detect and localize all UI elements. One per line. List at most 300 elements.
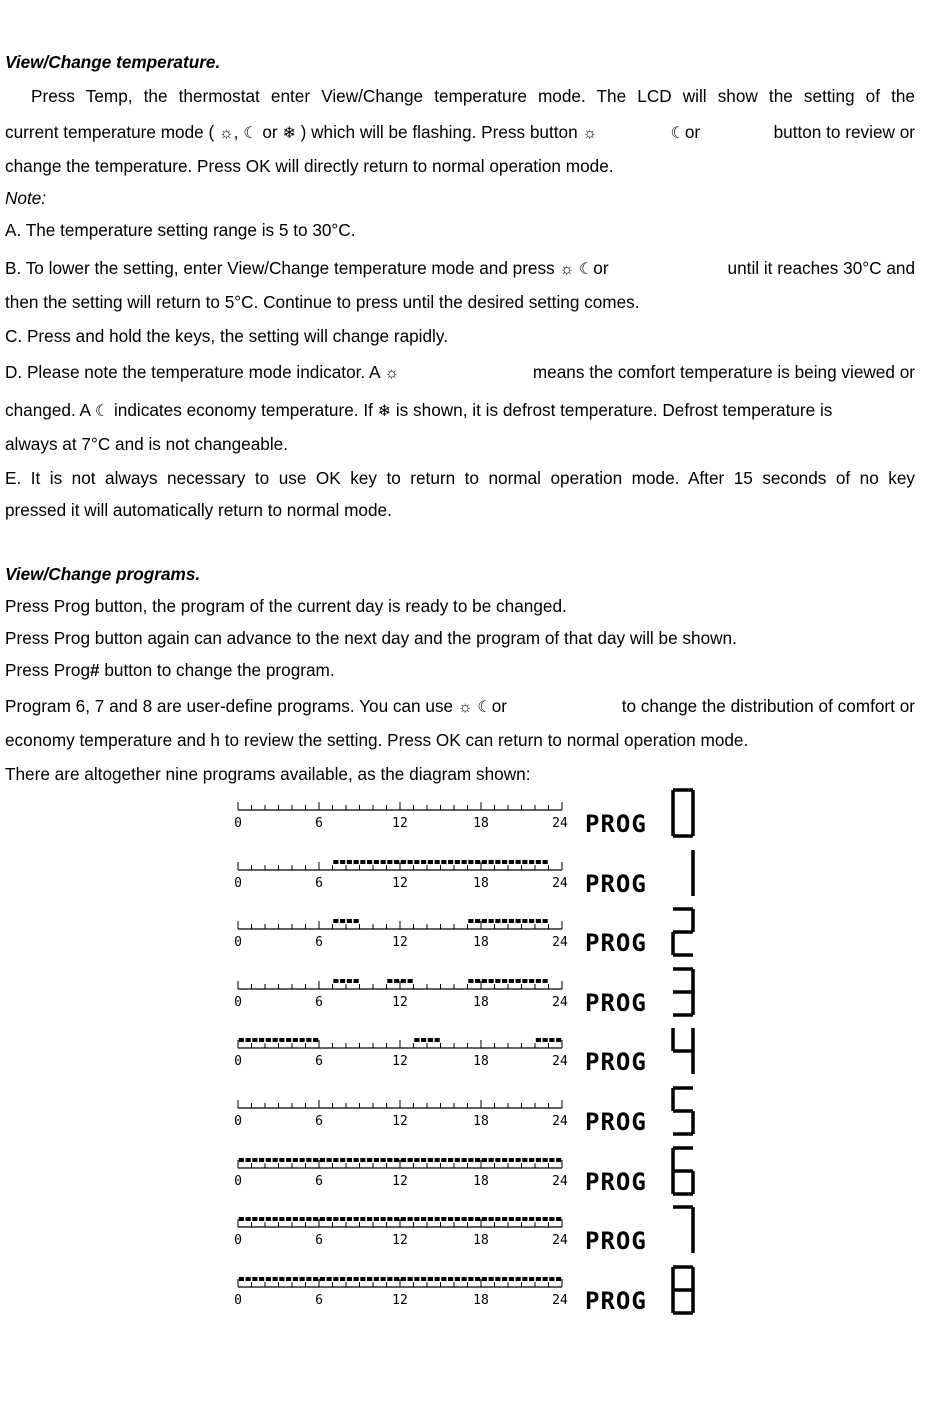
axis-label: 24: [552, 875, 568, 891]
axis-label: 12: [392, 875, 408, 891]
program-row-6: [228, 1146, 708, 1206]
axis-label: 18: [473, 935, 489, 951]
prog-label: PROG: [585, 1286, 647, 1315]
comfort-period-bar: [475, 860, 480, 864]
comfort-period-bar: [536, 1277, 541, 1281]
note-e-line-1: E. It is not always necessary to use OK key to return to normal operation mode. After 15 seconds of no key: [5, 468, 915, 488]
comfort-period-bar: [327, 1277, 332, 1281]
comfort-period-bar: [543, 1217, 548, 1221]
comfort-period-bar: [529, 919, 534, 923]
comfort-period-bar: [549, 1158, 554, 1162]
axis-label: 18: [473, 816, 489, 831]
comfort-period-bar: [408, 979, 413, 983]
comfort-period-bar: [543, 979, 548, 983]
sun-icon: ☼: [559, 261, 575, 278]
comfort-period-bar: [495, 919, 500, 923]
comfort-period-bar: [360, 1158, 365, 1162]
comfort-period-bar: [306, 1038, 311, 1042]
axis-label: 0: [234, 1054, 242, 1070]
comfort-period-bar: [455, 1158, 460, 1162]
axis-label: 12: [392, 1292, 408, 1308]
comfort-period-bar: [347, 860, 352, 864]
note-c: C. Press and hold the keys, the setting will change rapidly.: [5, 326, 448, 346]
comfort-period-bar: [347, 1217, 352, 1221]
sun-icon: ☼: [582, 125, 598, 142]
comfort-period-bar: [300, 1277, 305, 1281]
comfort-period-bar: [347, 919, 352, 923]
comfort-period-bar: [394, 860, 399, 864]
comfort-period-bar: [495, 860, 500, 864]
comfort-period-bar: [320, 1277, 325, 1281]
comfort-period-bar: [333, 1158, 338, 1162]
programs-line-1: Press Prog button, the program of the current day is ready to be changed.: [5, 596, 567, 616]
note-b-line-1: B. To lower the setting, enter View/Change temperature mode and press ☼ ☾or until it reaches 30°C and: [5, 258, 915, 278]
note-b-line-2: then the setting will return to 5°C. Continue to press until the desired setting comes.: [5, 292, 640, 312]
comfort-period-bar: [475, 979, 480, 983]
comfort-period-bar: [408, 1277, 413, 1281]
prog-label: PROG: [585, 1167, 647, 1196]
comfort-period-bar: [543, 919, 548, 923]
program-number-digit: [671, 1205, 697, 1257]
comfort-period-bar: [387, 1158, 392, 1162]
comfort-period-bar: [448, 1277, 453, 1281]
comfort-period-bar: [259, 1277, 264, 1281]
comfort-period-bar: [421, 1038, 426, 1042]
comfort-period-bar: [246, 1277, 251, 1281]
programs-line-4: Program 6, 7 and 8 are user-define programs. You can use ☼ ☾or to change the distribution of comfort or: [5, 696, 915, 716]
sun-icon: ☼: [219, 125, 234, 142]
comfort-period-bar: [502, 1277, 507, 1281]
moon-icon: ☾: [94, 403, 110, 420]
temp-paragraph-line-2: current temperature mode ( ☼, ☾ or ❄ ) which will be flashing. Press button ☼ ☾or button to review or: [5, 122, 915, 142]
program-row-3: [228, 967, 708, 1027]
comfort-period-bar: [286, 1277, 291, 1281]
comfort-period-bar: [428, 1038, 433, 1042]
program-row-7: [228, 1205, 708, 1265]
comfort-period-bar: [529, 1158, 534, 1162]
comfort-period-bar: [556, 1277, 561, 1281]
moon-icon: ☾: [243, 125, 258, 142]
comfort-period-bar: [414, 1217, 419, 1221]
comfort-period-bar: [448, 860, 453, 864]
sun-icon: ☼: [457, 699, 473, 716]
comfort-period-bar: [340, 919, 345, 923]
comfort-period-bar: [509, 860, 514, 864]
comfort-period-bar: [279, 1277, 284, 1281]
comfort-period-bar: [536, 1217, 541, 1221]
axis-label: 18: [473, 1113, 489, 1129]
programs-line-2: Press Prog button again can advance to the next day and the program of that day will be shown.: [5, 628, 737, 648]
comfort-period-bar: [381, 1158, 386, 1162]
comfort-period-bar: [333, 919, 338, 923]
comfort-period-bar: [475, 1277, 480, 1281]
comfort-period-bar: [252, 1038, 257, 1042]
program-number-digit: [671, 907, 697, 959]
axis-label: 12: [392, 935, 408, 951]
axis-label: 6: [315, 1054, 323, 1070]
comfort-period-bar: [347, 1158, 352, 1162]
comfort-period-bar: [495, 1158, 500, 1162]
comfort-period-bar: [306, 1217, 311, 1221]
comfort-period-bar: [293, 1038, 298, 1042]
comfort-period-bar: [522, 1277, 527, 1281]
comfort-period-bar: [435, 1038, 440, 1042]
comfort-period-bar: [333, 1217, 338, 1221]
comfort-period-bar: [448, 1158, 453, 1162]
program-row-0: [228, 788, 708, 848]
axis-label: 12: [392, 1113, 408, 1129]
comfort-period-bar: [529, 1217, 534, 1221]
note-e-line-2: pressed it will automatically return to normal mode.: [5, 500, 392, 520]
axis-label: 24: [552, 1292, 568, 1308]
comfort-period-bar: [313, 1158, 318, 1162]
prog-label: PROG: [585, 869, 647, 898]
comfort-period-bar: [401, 1217, 406, 1221]
comfort-period-bar: [340, 1277, 345, 1281]
comfort-period-bar: [401, 1277, 406, 1281]
comfort-period-bar: [462, 1158, 467, 1162]
comfort-period-bar: [300, 1217, 305, 1221]
axis-label: 6: [315, 1292, 323, 1308]
comfort-period-bar: [441, 1158, 446, 1162]
axis-label: 18: [473, 1292, 489, 1308]
comfort-period-bar: [239, 1158, 244, 1162]
comfort-period-bar: [320, 1217, 325, 1221]
axis-label: 18: [473, 875, 489, 891]
comfort-period-bar: [354, 1277, 359, 1281]
comfort-period-bar: [354, 979, 359, 983]
comfort-period-bar: [387, 860, 392, 864]
comfort-period-bar: [462, 1217, 467, 1221]
comfort-period-bar: [468, 919, 473, 923]
comfort-period-bar: [455, 1277, 460, 1281]
moon-icon: ☾: [477, 699, 492, 716]
comfort-period-bar: [279, 1217, 284, 1221]
programs-line-6: There are altogether nine programs available, as the diagram shown:: [5, 764, 531, 784]
comfort-period-bar: [428, 1158, 433, 1162]
axis-label: 0: [234, 875, 242, 891]
snowflake-icon: ❄: [282, 125, 296, 142]
timeline-scale: [228, 1265, 578, 1315]
axis-label: 6: [315, 935, 323, 951]
comfort-period-bar: [536, 979, 541, 983]
comfort-period-bar: [293, 1217, 298, 1221]
axis-label: 0: [234, 935, 242, 951]
program-row-1: [228, 848, 708, 908]
comfort-period-bar: [347, 1277, 352, 1281]
comfort-period-bar: [536, 1038, 541, 1042]
comfort-period-bar: [502, 919, 507, 923]
program-number-digit: [671, 967, 697, 1019]
comfort-period-bar: [246, 1217, 251, 1221]
comfort-period-bar: [367, 1277, 372, 1281]
axis-label: 24: [552, 816, 568, 831]
program-row-4: [228, 1026, 708, 1086]
comfort-period-bar: [543, 1038, 548, 1042]
comfort-period-bar: [367, 1217, 372, 1221]
comfort-period-bar: [516, 1217, 521, 1221]
comfort-period-bar: [516, 1277, 521, 1281]
axis-label: 18: [473, 994, 489, 1010]
comfort-period-bar: [367, 1158, 372, 1162]
comfort-period-bar: [252, 1277, 257, 1281]
comfort-period-bar: [259, 1038, 264, 1042]
program-number-digit: [671, 1026, 697, 1078]
comfort-period-bar: [401, 979, 406, 983]
comfort-period-bar: [495, 979, 500, 983]
comfort-period-bar: [529, 860, 534, 864]
comfort-period-bar: [387, 1217, 392, 1221]
comfort-period-bar: [441, 1217, 446, 1221]
comfort-period-bar: [252, 1158, 257, 1162]
comfort-period-bar: [529, 1277, 534, 1281]
comfort-period-bar: [455, 1217, 460, 1221]
axis-label: 6: [315, 1113, 323, 1129]
comfort-period-bar: [428, 860, 433, 864]
comfort-period-bar: [509, 1277, 514, 1281]
axis-label: 6: [315, 816, 323, 831]
program-row-2: [228, 907, 708, 967]
comfort-period-bar: [502, 860, 507, 864]
axis-label: 24: [552, 935, 568, 951]
timeline-scale: [228, 967, 578, 1017]
comfort-period-bar: [306, 1158, 311, 1162]
comfort-period-bar: [401, 860, 406, 864]
axis-label: 18: [473, 1054, 489, 1070]
comfort-period-bar: [549, 1277, 554, 1281]
comfort-period-bar: [428, 1217, 433, 1221]
comfort-period-bar: [441, 1277, 446, 1281]
program-number-digit: [671, 1265, 697, 1317]
comfort-period-bar: [354, 860, 359, 864]
comfort-period-bar: [516, 919, 521, 923]
comfort-period-bar: [381, 1217, 386, 1221]
axis-label: 18: [473, 1233, 489, 1249]
comfort-period-bar: [421, 860, 426, 864]
program-number-digit: [671, 1086, 697, 1138]
comfort-period-bar: [306, 1277, 311, 1281]
prog-label: PROG: [585, 1048, 647, 1077]
programs-heading: View/Change programs.: [5, 564, 201, 584]
programs-line-5: economy temperature and h to review the setting. Press OK can return to normal operation mode.: [5, 730, 749, 750]
program-number-digit: [671, 848, 697, 900]
axis-label: 12: [392, 1173, 408, 1189]
comfort-period-bar: [516, 860, 521, 864]
comfort-period-bar: [300, 1038, 305, 1042]
comfort-period-bar: [266, 1217, 271, 1221]
comfort-period-bar: [421, 1277, 426, 1281]
comfort-period-bar: [266, 1158, 271, 1162]
axis-label: 6: [315, 1173, 323, 1189]
comfort-period-bar: [468, 860, 473, 864]
timeline-scale: [228, 1205, 578, 1255]
program-row-8: [228, 1265, 708, 1325]
comfort-period-bar: [266, 1277, 271, 1281]
comfort-period-bar: [509, 979, 514, 983]
comfort-period-bar: [367, 860, 372, 864]
comfort-period-bar: [239, 1217, 244, 1221]
comfort-period-bar: [414, 1038, 419, 1042]
comfort-period-bar: [408, 1217, 413, 1221]
temp-paragraph-line-3: change the temperature. Press OK will directly return to normal operation mode.: [5, 156, 614, 176]
axis-label: 12: [392, 1054, 408, 1070]
comfort-period-bar: [448, 1217, 453, 1221]
comfort-period-bar: [549, 1038, 554, 1042]
comfort-period-bar: [313, 1217, 318, 1221]
comfort-period-bar: [273, 1217, 278, 1221]
comfort-period-bar: [556, 1038, 561, 1042]
timeline-scale: [228, 788, 578, 838]
comfort-period-bar: [543, 1158, 548, 1162]
comfort-period-bar: [529, 979, 534, 983]
program-diagram: [228, 788, 708, 1324]
comfort-period-bar: [387, 1277, 392, 1281]
note-a: A. The temperature setting range is 5 to 30°C.: [5, 220, 356, 240]
comfort-period-bar: [502, 979, 507, 983]
comfort-period-bar: [320, 1158, 325, 1162]
comfort-period-bar: [475, 1158, 480, 1162]
axis-label: 12: [392, 994, 408, 1010]
comfort-period-bar: [556, 1217, 561, 1221]
comfort-period-bar: [482, 919, 487, 923]
comfort-period-bar: [279, 1158, 284, 1162]
program-number-digit: [671, 788, 697, 840]
comfort-period-bar: [482, 1158, 487, 1162]
comfort-period-bar: [522, 919, 527, 923]
prog-label: PROG: [585, 1107, 647, 1136]
axis-label: 0: [234, 1233, 242, 1249]
timeline-scale: [228, 1026, 578, 1076]
snowflake-icon: ❄: [377, 403, 392, 420]
axis-label: 0: [234, 994, 242, 1010]
comfort-period-bar: [300, 1158, 305, 1162]
comfort-period-bar: [502, 1217, 507, 1221]
comfort-period-bar: [347, 979, 352, 983]
axis-label: 0: [234, 1113, 242, 1129]
comfort-period-bar: [293, 1158, 298, 1162]
comfort-period-bar: [313, 1038, 318, 1042]
comfort-period-bar: [408, 860, 413, 864]
comfort-period-bar: [340, 1217, 345, 1221]
comfort-period-bar: [495, 1277, 500, 1281]
comfort-period-bar: [286, 1038, 291, 1042]
comfort-period-bar: [333, 1277, 338, 1281]
axis-label: 0: [234, 816, 242, 831]
comfort-period-bar: [414, 1158, 419, 1162]
comfort-period-bar: [489, 919, 494, 923]
comfort-period-bar: [374, 1277, 379, 1281]
temp-paragraph-line-1: Press Temp, the thermostat enter View/Change temperature mode. The LCD will show the setting of the: [31, 86, 915, 106]
comfort-period-bar: [549, 1217, 554, 1221]
comfort-period-bar: [495, 1217, 500, 1221]
comfort-period-bar: [340, 979, 345, 983]
timeline-scale: [228, 1146, 578, 1196]
comfort-period-bar: [536, 1158, 541, 1162]
programs-line-3: Press Prog# button to change the program.: [5, 660, 335, 680]
comfort-period-bar: [333, 979, 338, 983]
comfort-period-bar: [252, 1217, 257, 1221]
comfort-period-bar: [435, 1158, 440, 1162]
comfort-period-bar: [394, 1217, 399, 1221]
comfort-period-bar: [536, 860, 541, 864]
comfort-period-bar: [475, 1217, 480, 1221]
comfort-period-bar: [522, 1158, 527, 1162]
comfort-period-bar: [489, 1158, 494, 1162]
comfort-period-bar: [333, 860, 338, 864]
comfort-period-bar: [327, 1217, 332, 1221]
axis-label: 6: [315, 875, 323, 891]
comfort-period-bar: [340, 1158, 345, 1162]
comfort-period-bar: [482, 1217, 487, 1221]
comfort-period-bar: [266, 1038, 271, 1042]
comfort-period-bar: [354, 1158, 359, 1162]
comfort-period-bar: [246, 1158, 251, 1162]
comfort-period-bar: [387, 979, 392, 983]
comfort-period-bar: [421, 1217, 426, 1221]
comfort-period-bar: [475, 919, 480, 923]
axis-label: 24: [552, 994, 568, 1010]
program-row-5: [228, 1086, 708, 1146]
comfort-period-bar: [482, 979, 487, 983]
program-number-digit: [671, 1146, 697, 1198]
comfort-period-bar: [327, 1158, 332, 1162]
comfort-period-bar: [435, 1217, 440, 1221]
comfort-period-bar: [273, 1277, 278, 1281]
temperature-heading: View/Change temperature.: [5, 52, 221, 72]
comfort-period-bar: [279, 1038, 284, 1042]
comfort-period-bar: [468, 979, 473, 983]
comfort-period-bar: [536, 919, 541, 923]
comfort-period-bar: [502, 1158, 507, 1162]
timeline-scale: [228, 848, 578, 898]
axis-label: 12: [392, 816, 408, 831]
comfort-period-bar: [259, 1217, 264, 1221]
comfort-period-bar: [435, 860, 440, 864]
comfort-period-bar: [482, 1277, 487, 1281]
comfort-period-bar: [239, 1038, 244, 1042]
comfort-period-bar: [522, 860, 527, 864]
axis-label: 12: [392, 1233, 408, 1249]
axis-label: 6: [315, 1233, 323, 1249]
comfort-period-bar: [509, 1158, 514, 1162]
comfort-period-bar: [273, 1038, 278, 1042]
note-d-line-2: changed. A ☾ indicates economy temperature. If ❄ is shown, it is defrost temperature. Defrost temperature is: [5, 400, 833, 420]
axis-label: 24: [552, 1113, 568, 1129]
comfort-period-bar: [522, 1217, 527, 1221]
axis-label: 24: [552, 1054, 568, 1070]
comfort-period-bar: [394, 979, 399, 983]
comfort-period-bar: [462, 860, 467, 864]
comfort-period-bar: [414, 860, 419, 864]
comfort-period-bar: [313, 1277, 318, 1281]
comfort-period-bar: [340, 860, 345, 864]
comfort-period-bar: [354, 919, 359, 923]
comfort-period-bar: [374, 860, 379, 864]
axis-label: 18: [473, 1173, 489, 1189]
comfort-period-bar: [414, 1277, 419, 1281]
comfort-period-bar: [286, 1217, 291, 1221]
comfort-period-bar: [394, 1158, 399, 1162]
note-label: Note:: [5, 188, 47, 208]
comfort-period-bar: [374, 1217, 379, 1221]
note-d-line-1: D. Please note the temperature mode indicator. A ☼ means the comfort temperature is being viewed or: [5, 362, 915, 382]
comfort-period-bar: [489, 1277, 494, 1281]
comfort-period-bar: [489, 1217, 494, 1221]
axis-label: 0: [234, 1173, 242, 1189]
comfort-period-bar: [239, 1277, 244, 1281]
comfort-period-bar: [259, 1158, 264, 1162]
comfort-period-bar: [394, 1277, 399, 1281]
